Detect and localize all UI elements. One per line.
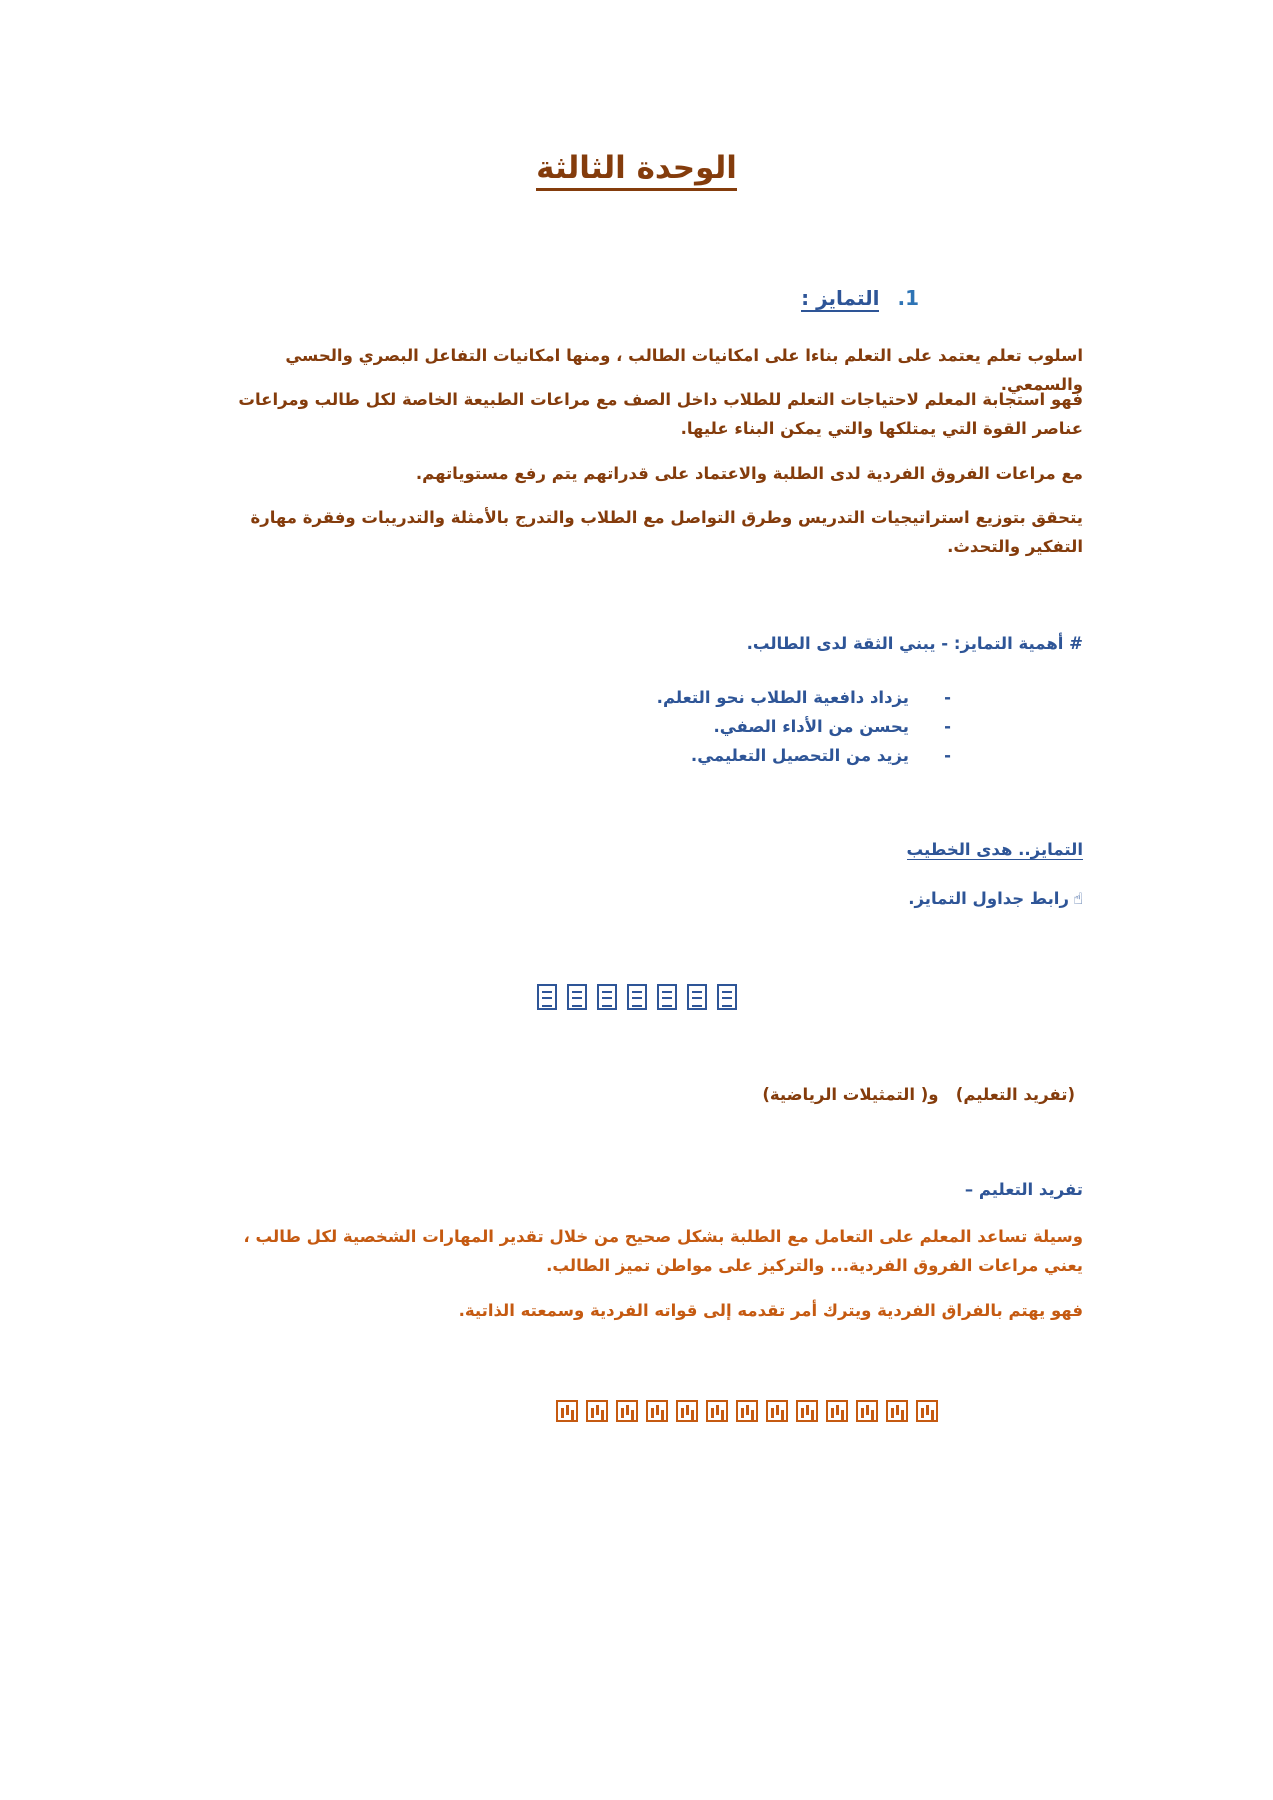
bar-chart-icon	[886, 1400, 908, 1422]
bullet-dash: -	[944, 717, 951, 736]
bar-chart-icon	[826, 1400, 848, 1422]
bullet-dash: -	[944, 688, 951, 707]
bullet-dash: -	[944, 746, 951, 765]
pointing-hand-icon: ☝	[1072, 889, 1083, 908]
blue-icon-divider	[0, 984, 1273, 1014]
list-item	[551, 712, 951, 741]
list-item	[551, 683, 951, 712]
bar-chart-icon	[586, 1400, 608, 1422]
list-item	[551, 741, 951, 770]
author-link-row	[203, 835, 1083, 864]
list-item-text: يزداد دافعية الطلاب نحو التعلم.	[656, 688, 909, 707]
document-icon	[627, 984, 647, 1010]
tables-link-row	[203, 884, 1083, 913]
topics-line: (تفريد التعليم) و( التمثيلات الرياضية)	[762, 1085, 1075, 1104]
section-heading	[619, 286, 919, 310]
bar-chart-icon	[646, 1400, 668, 1422]
orange-icon-divider	[110, 1400, 1273, 1426]
bar-chart-icon	[916, 1400, 938, 1422]
document-icon	[567, 984, 587, 1010]
document-icon	[537, 984, 557, 1010]
bar-chart-icon	[796, 1400, 818, 1422]
bar-chart-icon	[736, 1400, 758, 1422]
section-number: 1.	[897, 286, 919, 310]
bar-chart-icon	[556, 1400, 578, 1422]
paragraph-2: فهو استجابة المعلم لاحتياجات التعلم للطلاب داخل الصف مع مراعات الطبيعة الخاصة لكل طالب ومراعات عناصر القوة التي يمتلكها والتي يمكن البناء عليها.	[238, 390, 1083, 438]
bar-chart-icon	[616, 1400, 638, 1422]
paragraph-3: مع مراعات الفروق الفردية لدى الطلبة والاعتماد على قدراتهم يتم رفع مستوياتهم.	[415, 464, 1083, 483]
individualization-paragraph-1: وسيلة تساعد المعلم على التعامل مع الطلبة بشكل صحيح من خلال تقدير المهارات الشخصية لكل طالب ، يعني مراعات الفروق الفردية... والتركيز على مواطن تميز الطالب.	[243, 1227, 1083, 1275]
tables-link[interactable]: رابط جداول التمايز.	[908, 889, 1069, 908]
author-link[interactable]: التمايز.. هدى الخطيب	[906, 840, 1083, 859]
bar-chart-icon	[706, 1400, 728, 1422]
document-icon	[687, 984, 707, 1010]
importance-list	[551, 683, 951, 770]
individualization-heading: تفريد التعليم –	[964, 1180, 1083, 1199]
document-icon	[597, 984, 617, 1010]
bar-chart-icon	[766, 1400, 788, 1422]
bar-chart-icon	[676, 1400, 698, 1422]
importance-intro: # أهمية التمايز: - يبني الثقة لدى الطالب.	[746, 634, 1083, 653]
paragraph-4: يتحقق بتوزيع استراتيجيات التدريس وطرق التواصل مع الطلاب والتدرج بالأمثلة والتدريبات وفقرة مهارة التفكير والتحدث.	[250, 508, 1083, 556]
list-item-text: يزيد من التحصيل التعليمي.	[690, 746, 909, 765]
page-title: الوحدة الثالثة	[0, 150, 1273, 186]
document-icon	[717, 984, 737, 1010]
list-item-text: يحسن من الأداء الصفي.	[713, 717, 909, 736]
paragraph-1: اسلوب تعلم يعتمد على التعلم بناءا على امكانيات الطالب ، ومنها امكانيات التفاعل البصري والحسي والسمعي.	[285, 346, 1083, 394]
document-icon	[657, 984, 677, 1010]
section-title: التمايز :	[801, 286, 880, 310]
bar-chart-icon	[856, 1400, 878, 1422]
individualization-paragraph-2: فهو يهتم بالفراق الفردية ويترك أمر تقدمه إلى قواته الفردية وسمعته الذاتية.	[458, 1301, 1083, 1320]
